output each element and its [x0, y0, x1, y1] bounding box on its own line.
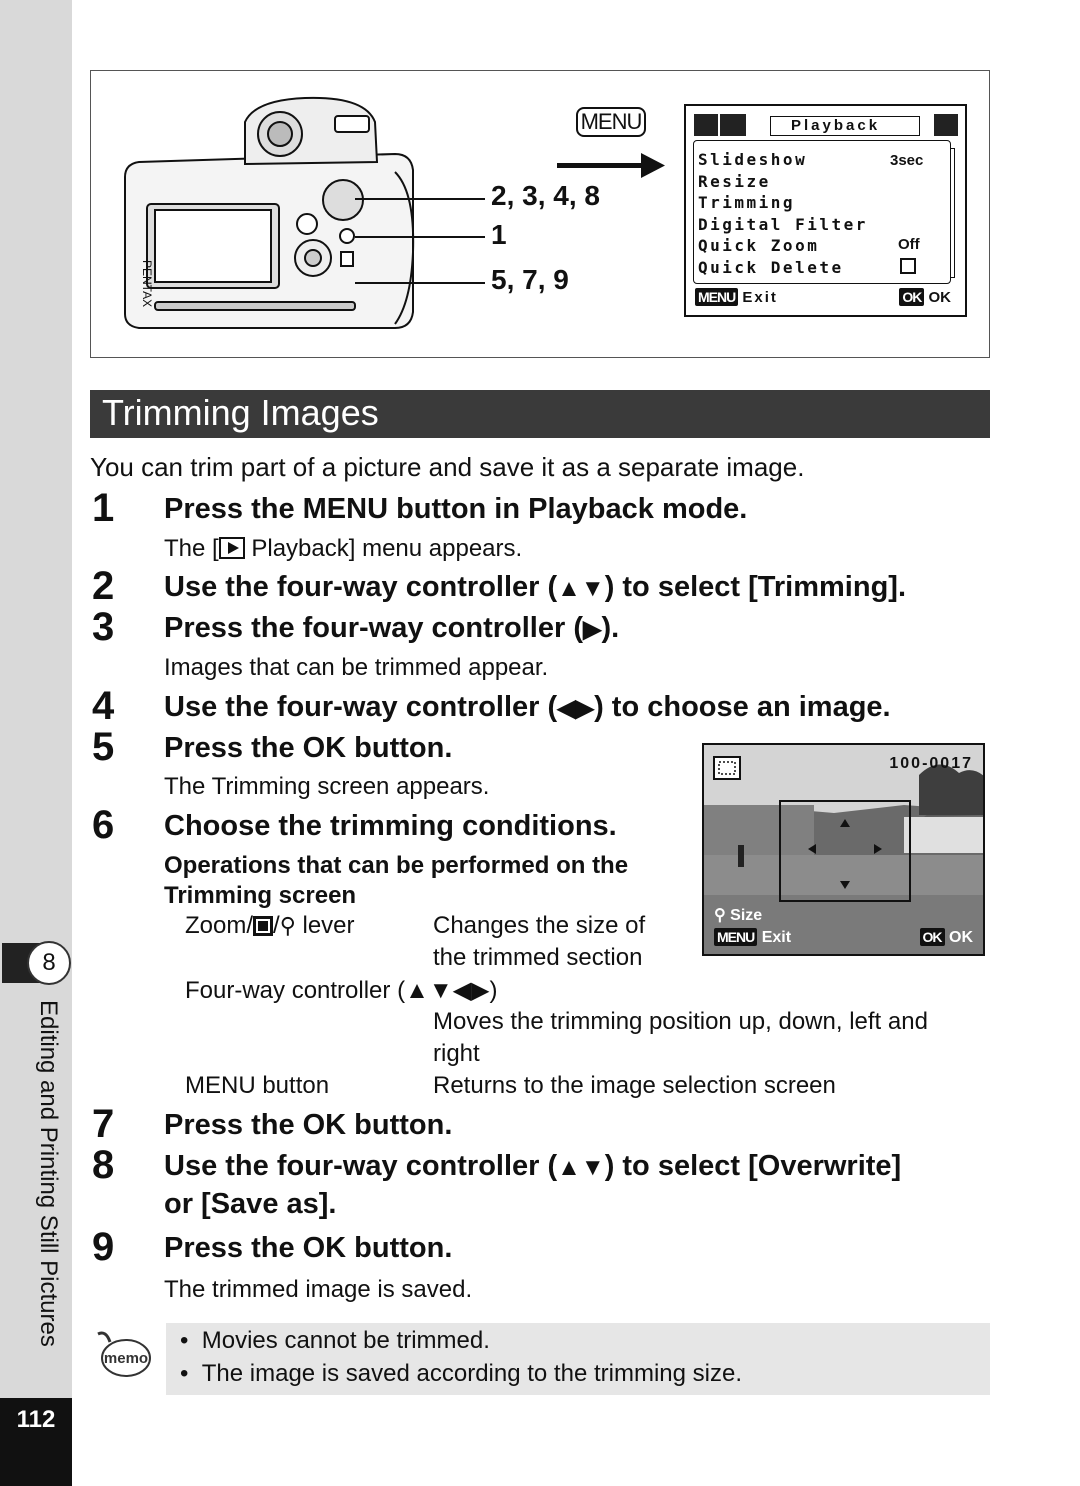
step-title-part: ).: [601, 612, 620, 644]
menu-item-quick-zoom: Quick Zoom: [698, 236, 820, 255]
step-desc-part: Playback] menu appears.: [244, 535, 523, 562]
step-number: 7: [92, 1102, 115, 1146]
menu-scrollbar: [950, 148, 955, 278]
zoom-icon: ⚲: [714, 907, 726, 924]
ok-label: [920, 928, 973, 947]
step-desc-part: The [: [164, 535, 219, 562]
menu-footer: [695, 288, 959, 312]
step-number: 4: [92, 684, 115, 728]
quick-delete-checkbox-icon: [900, 258, 916, 274]
playback-tab-label: Playback: [791, 117, 881, 134]
step-number: 1: [92, 486, 115, 530]
right-arrow-icon: ▶: [583, 616, 602, 643]
callout-line: [355, 198, 485, 200]
callout-line: [355, 236, 485, 238]
setup-tab-icon: [934, 114, 958, 136]
magnifier-icon: ⚲: [279, 913, 296, 938]
operation-desc: Changes the size of: [433, 912, 646, 939]
page-number: 112: [16, 1406, 56, 1433]
menu-item-resize: Resize: [698, 172, 771, 191]
operation-key-part: Zoom/: [185, 912, 254, 939]
bullet-icon: •: [180, 1360, 202, 1387]
svg-text:PENTAX: PENTAX: [140, 260, 154, 308]
callout-step-1: 1: [491, 219, 507, 250]
memo-item-text: The image is saved according to the trimming size.: [201, 1360, 742, 1387]
step-title: [164, 1150, 901, 1183]
up-down-arrow-icon: ▲▼: [557, 575, 605, 602]
step-title: [164, 612, 619, 645]
menu-item-digital-filter: Digital Filter: [698, 215, 868, 234]
menu-item-trimming: Trimming: [698, 193, 796, 212]
four-way-arrows-icon: ▲▼◀▶: [405, 977, 490, 1004]
step-title-part: Use the four-way controller (: [164, 571, 558, 603]
memo-icon: [92, 1328, 152, 1380]
operation-desc: Moves the trimming position up, down, left and: [433, 1008, 928, 1035]
callout-line: [355, 282, 485, 284]
image-counter: 100-0017: [889, 755, 973, 772]
step-title-part: ) to select [Trimming].: [604, 571, 907, 603]
step-title: or [Save as].: [164, 1188, 337, 1220]
step-number: 5: [92, 725, 115, 769]
menu-key-chip: MENU: [714, 928, 757, 946]
memo-item: [180, 1327, 490, 1355]
playback-menu-screen: [684, 104, 967, 317]
step-title: [164, 691, 891, 724]
operation-key-part: Four-way controller (: [185, 977, 406, 1004]
step-number: 2: [92, 564, 115, 608]
step-title: Choose the trimming conditions.: [164, 810, 617, 842]
chapter-title: Editing and Printing Still Pictures: [35, 1000, 62, 1347]
step-number: 8: [92, 1143, 115, 1187]
operation-key-part: lever: [295, 912, 355, 939]
exit-label: Exit: [742, 289, 778, 306]
intro-text: You can trim part of a picture and save it as a separate image.: [90, 452, 805, 482]
quick-zoom-value: Off: [898, 236, 920, 253]
memo-icon-label: memo: [103, 1350, 149, 1367]
operation-desc: right: [433, 1040, 480, 1067]
size-label: [714, 905, 762, 925]
step-title: Press the OK button.: [164, 1109, 453, 1141]
size-label-text: Size: [730, 907, 763, 924]
slideshow-value: 3sec: [890, 152, 924, 169]
step-title-part: Press the four-way controller (: [164, 612, 583, 644]
step-number: 3: [92, 605, 115, 649]
up-down-arrow-icon: ▲▼: [557, 1154, 605, 1181]
menu-key-chip: MENU: [695, 288, 738, 306]
left-right-arrow-icon: ◀▶: [557, 695, 595, 722]
camera-illustration: [95, 92, 425, 337]
callout-steps-5-7-9: 5, 7, 9: [491, 264, 569, 295]
callout-steps-2-3-4-8: 2, 3, 4, 8: [491, 180, 600, 211]
bullet-icon: •: [180, 1327, 202, 1354]
step-title: Press the OK button.: [164, 1232, 453, 1264]
menu-item-slideshow: Slideshow: [698, 150, 808, 169]
operation-key-menu: MENU button: [185, 1072, 330, 1099]
camera-tab-icon: [694, 114, 718, 136]
operation-desc: Returns to the image selection screen: [433, 1072, 836, 1099]
operation-key-zoom: [185, 912, 355, 940]
step-number: 6: [92, 803, 115, 847]
step-desc: [164, 535, 522, 563]
memo-item: [180, 1360, 742, 1388]
step-desc: The trimmed image is saved.: [164, 1276, 473, 1303]
memo-item-text: Movies cannot be trimmed.: [201, 1327, 490, 1354]
menu-tab-bar: [694, 114, 958, 138]
thumbnail-grid-icon: [253, 916, 273, 936]
step-desc: Images that can be trimmed appear.: [164, 654, 549, 681]
step-title-part: ) to select [Overwrite]: [604, 1150, 902, 1182]
step-title: Press the OK button.: [164, 732, 453, 764]
step-title-part: ) to choose an image.: [594, 691, 891, 723]
exit-label: [714, 928, 791, 947]
section-title: Trimming Images: [90, 390, 990, 438]
chapter-number: 8: [27, 941, 71, 985]
operation-key-part: /: [273, 912, 280, 939]
step-desc: The Trimming screen appears.: [164, 773, 490, 800]
ok-label-text: OK: [949, 929, 973, 946]
menu-item-quick-delete: Quick Delete: [698, 258, 844, 277]
playback-tab: [770, 116, 920, 136]
step-title: Press the MENU button in Playback mode.: [164, 493, 748, 525]
arrow-right-icon: [557, 153, 667, 179]
step-number: 9: [92, 1225, 115, 1269]
exit-label-text: Exit: [761, 929, 792, 946]
ok-key-chip: OK: [920, 928, 945, 946]
movie-tab-icon: [720, 114, 746, 136]
operations-heading: Trimming screen: [164, 882, 357, 909]
step-title-part: Use the four-way controller (: [164, 1150, 558, 1182]
menu-button-icon: MENU: [576, 107, 646, 137]
operation-key-four-way: [185, 976, 497, 1005]
operation-desc: the trimmed section: [433, 944, 643, 971]
operations-heading: Operations that can be performed on the: [164, 852, 629, 879]
step-title: [164, 571, 906, 604]
playback-icon: [219, 537, 245, 559]
ok-label: OK: [928, 289, 951, 306]
trimming-screen: [702, 743, 985, 956]
operation-key-part: ): [489, 977, 498, 1004]
step-title-part: Use the four-way controller (: [164, 691, 558, 723]
ok-key-chip: OK: [899, 288, 924, 306]
